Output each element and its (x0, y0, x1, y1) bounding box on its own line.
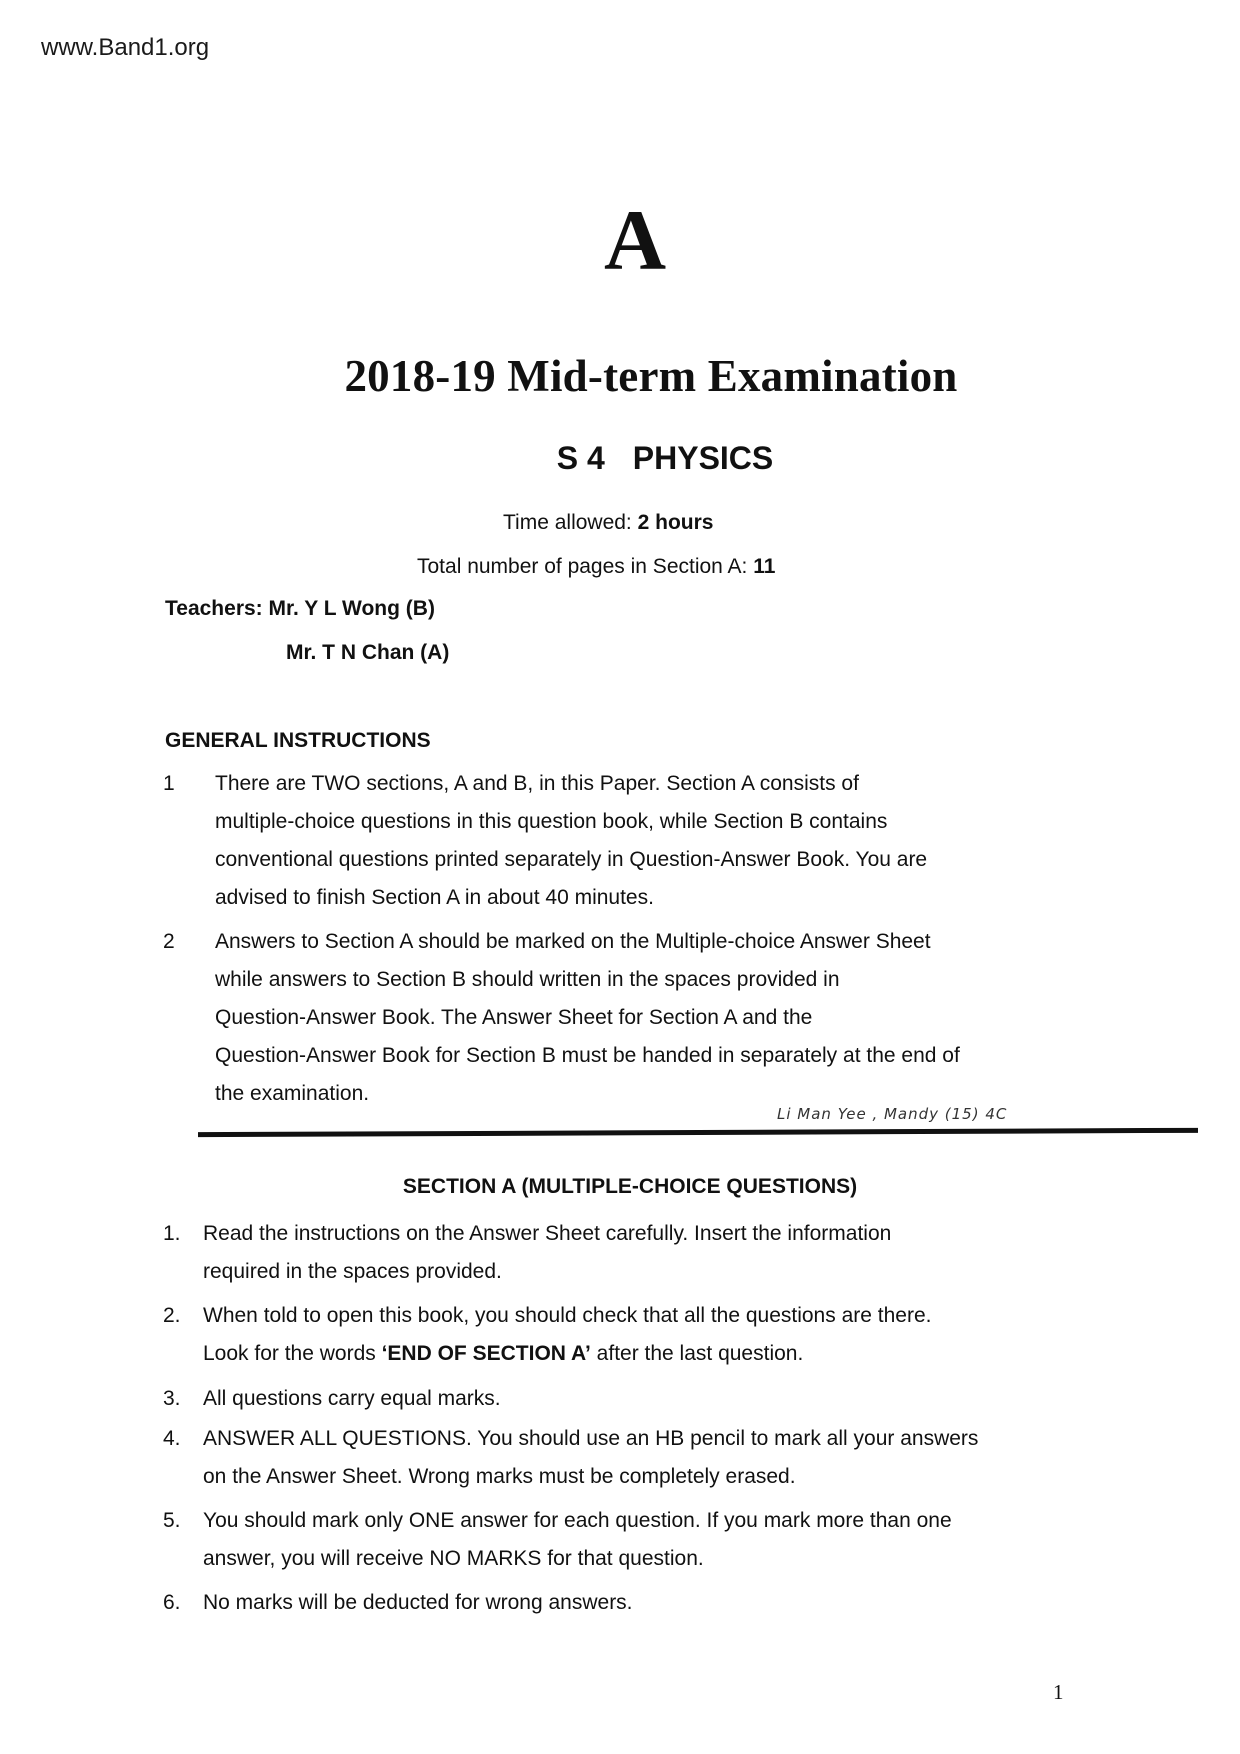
text-line: conventional questions printed separately in Question-Answer Book. You are (215, 848, 928, 871)
instruction-text (215, 765, 1095, 917)
subject-name: PHYSICS (632, 440, 774, 476)
text-line: required in the spaces provided. (203, 1260, 502, 1283)
text-line (203, 1335, 1083, 1373)
text-line: answer, you will receive NO MARKS for that question. (203, 1547, 704, 1570)
teachers-line-2: Mr. T N Chan (A) (286, 641, 450, 664)
exam-title: 2018-19 Mid-term Examination (344, 351, 958, 401)
time-value: 2 hours (637, 511, 714, 534)
instruction-text (203, 1215, 1083, 1291)
text-line: Answers to Section A should be marked on the Multiple-choice Answer Sheet (215, 930, 931, 953)
emphasis-text: ‘END OF SECTION A’ (381, 1342, 591, 1365)
text-line: on the Answer Sheet. Wrong marks must be completely erased. (203, 1465, 796, 1488)
instruction-number: 2 (163, 930, 175, 953)
instruction-number: 5. (163, 1509, 181, 1532)
website-url: www.Band1.org (41, 34, 210, 61)
instruction-text (203, 1420, 1083, 1496)
instruction-text (203, 1584, 1083, 1622)
instruction-text (215, 923, 1095, 1113)
page-number: 1 (1053, 1680, 1064, 1704)
text-line: When told to open this book, you should check that all the questions are there. (203, 1304, 932, 1327)
handwritten-student-name: Li Man Yee , Mandy (15) 4C (777, 1105, 1008, 1123)
text-line: Question-Answer Book for Section B must be handed in separately at the end of (215, 1044, 960, 1067)
section-a-heading: SECTION A (MULTIPLE-CHOICE QUESTIONS) (402, 1175, 858, 1198)
instruction-text (203, 1380, 1083, 1418)
instruction-number: 4. (163, 1427, 181, 1450)
teachers-line-1: Teachers: Mr. Y L Wong (B) (165, 597, 435, 620)
instruction-text (203, 1297, 1083, 1373)
text-line: Question-Answer Book. The Answer Sheet for Section A and the (215, 1006, 813, 1029)
form-level: S 4 (556, 440, 605, 476)
paper-letter: A (603, 192, 667, 288)
text-segment: Look for the words (203, 1342, 382, 1365)
time-label: Time allowed: (503, 511, 638, 534)
text-line: There are TWO sections, A and B, in this Paper. Section A consists of (215, 772, 859, 795)
text-segment: after the last question. (590, 1342, 804, 1365)
text-line: You should mark only ONE answer for each question. If you mark more than one (203, 1509, 952, 1532)
text-line: ANSWER ALL QUESTIONS. You should use an HB pencil to mark all your answers (203, 1427, 979, 1450)
instruction-number: 1. (163, 1222, 181, 1245)
instruction-number: 3. (163, 1387, 181, 1410)
time-allowed (503, 511, 713, 535)
text-line: while answers to Section B should written in the spaces provided in (215, 968, 840, 991)
instruction-number: 1 (163, 772, 175, 795)
text-line: Read the instructions on the Answer Sheet carefully. Insert the information (203, 1222, 892, 1245)
divider-rule (198, 1128, 1198, 1137)
pages-value: 11 (753, 555, 776, 578)
general-instructions-heading: GENERAL INSTRUCTIONS (165, 729, 431, 752)
subject-heading (0, 440, 1240, 477)
text-line: No marks will be deducted for wrong answers. (203, 1591, 633, 1614)
instruction-number: 6. (163, 1591, 181, 1614)
pages-label: Total number of pages in Section A: (417, 555, 754, 578)
total-pages (417, 555, 775, 579)
text-line: advised to finish Section A in about 40 minutes. (215, 886, 654, 909)
text-line: the examination. (215, 1082, 370, 1105)
instruction-number: 2. (163, 1304, 181, 1327)
text-line: multiple-choice questions in this question book, while Section B contains (215, 810, 888, 833)
text-line: All questions carry equal marks. (203, 1387, 501, 1410)
instruction-text (203, 1502, 1083, 1578)
